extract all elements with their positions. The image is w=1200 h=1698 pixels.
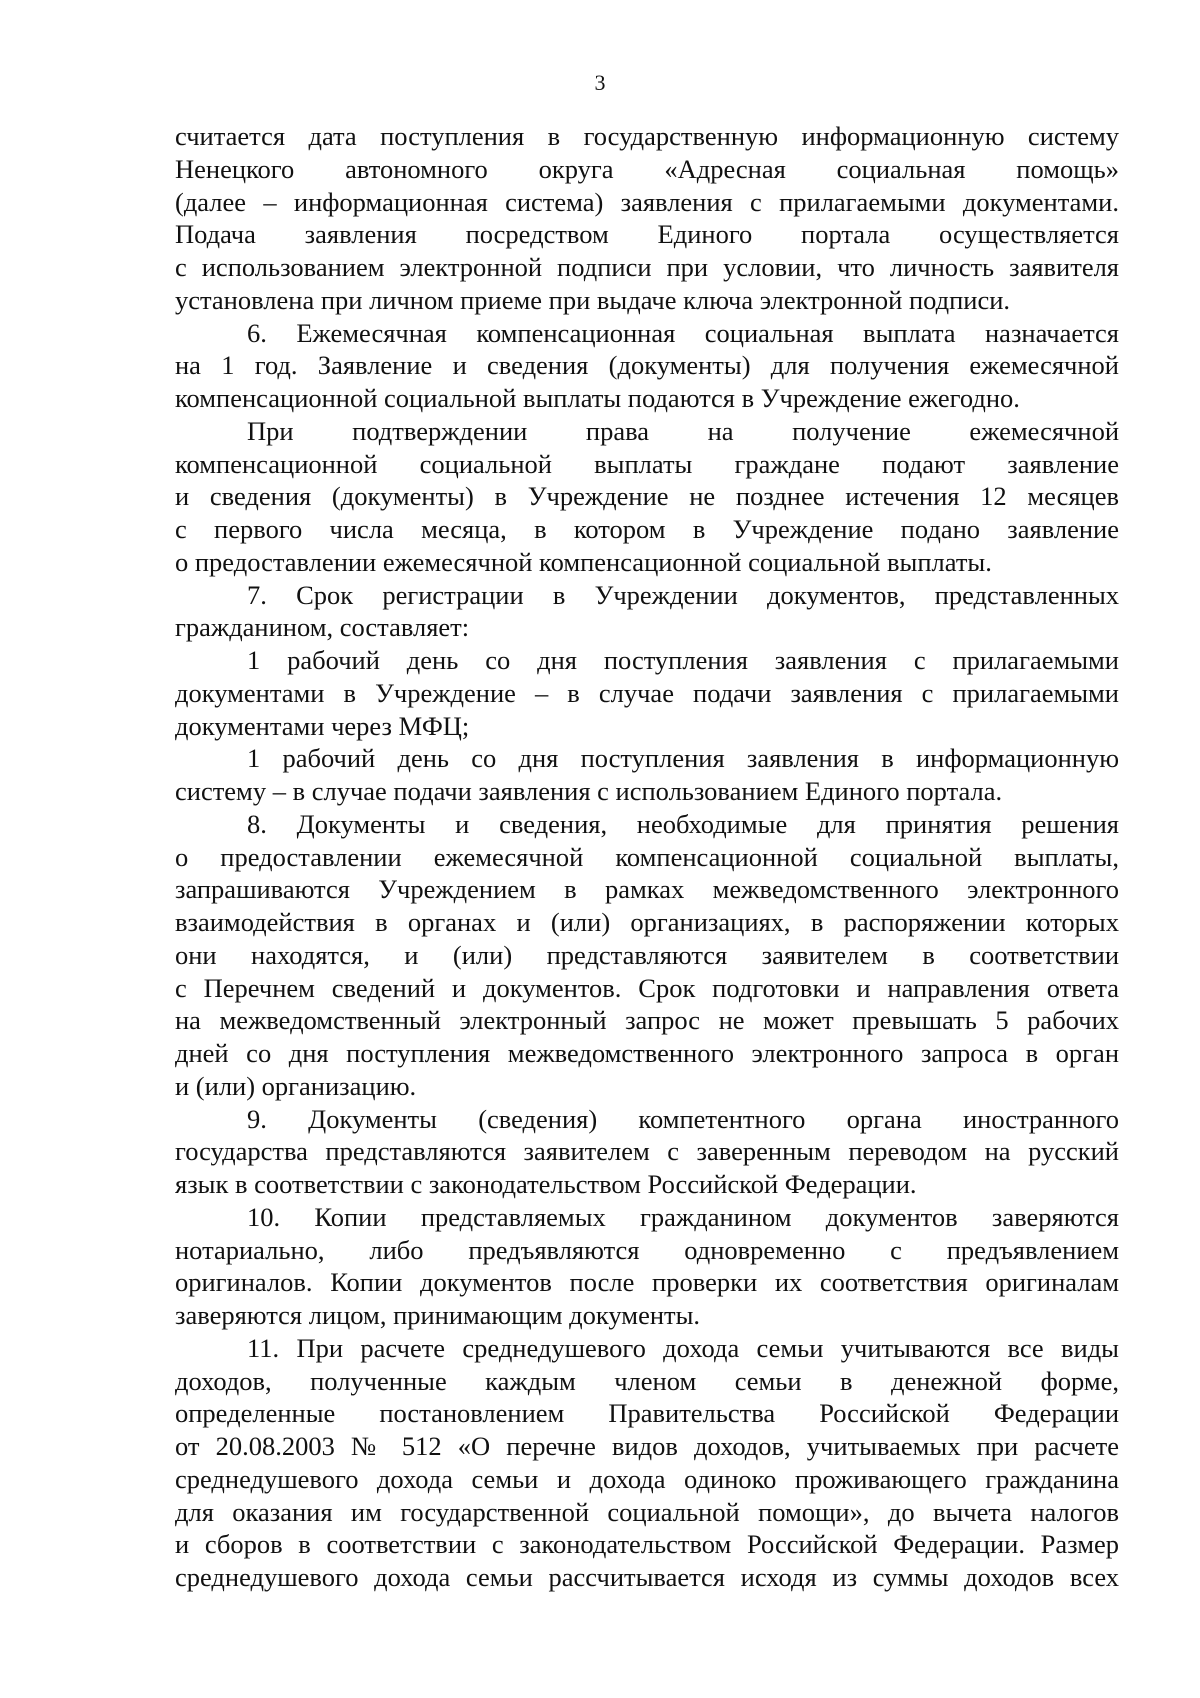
text-line: запрашиваются Учреждением в рамках межведомственного электронного	[175, 874, 1119, 905]
text-line: 6. Ежемесячная компенсационная социальная выплата назначается	[247, 317, 1119, 348]
text-line: документами в Учреждение – в случае подачи заявления с прилагаемыми	[175, 677, 1119, 708]
text-line: и сведения (документы) в Учреждение не позднее истечения 12 месяцев	[175, 481, 1119, 512]
text-line: определенные постановлением Правительства Российской Федерации	[175, 1398, 1119, 1429]
text-line: гражданином, составляет:	[175, 612, 470, 643]
text-line: для оказания им государственной социальной помощи», до вычета налогов	[175, 1496, 1119, 1527]
text-line: на 1 год. Заявление и сведения (документы) для получения ежемесячной	[175, 350, 1119, 381]
page-number: 3	[594, 70, 606, 95]
text-line: компенсационной социальной выплаты граждане подают заявление	[175, 448, 1119, 479]
text-line: 7. Срок регистрации в Учреждении документов, представленных	[247, 579, 1119, 610]
text-line: язык в соответствии с законодательством Российской Федерации.	[175, 1169, 917, 1199]
paragraph-item-8	[175, 808, 1119, 1103]
paragraph-confirmation	[175, 415, 1119, 579]
text-line: заверяются лицом, принимающим документы.	[175, 1300, 701, 1330]
text-line: 10. Копии представляемых гражданином документов заверяются	[247, 1201, 1119, 1232]
text-line: доходов, полученные каждым членом семьи в денежной форме,	[175, 1365, 1119, 1396]
text-line: Ненецкого автономного округа «Адресная социальная помощь»	[175, 153, 1119, 184]
text-line: среднедушевого дохода семьи и дохода одиноко проживающего гражданина	[175, 1463, 1119, 1494]
text-line: систему – в случае подачи заявления с использованием Единого портала.	[175, 776, 1003, 806]
text-line: дней со дня поступления межведомственного электронного запроса в орган	[175, 1038, 1119, 1068]
text-line: 9. Документы (сведения) компетентного органа иностранного	[247, 1103, 1119, 1134]
text-line: с первого числа месяца, в котором в Учреждение подано заявление	[175, 514, 1119, 544]
paragraph-mfc-term	[175, 644, 1119, 742]
text-line: считается дата поступления в государственную информационную систему	[175, 121, 1119, 151]
text-line: 8. Документы и сведения, необходимые для принятия решения	[247, 808, 1119, 839]
paragraph-portal-term	[175, 742, 1119, 808]
text-line: 1 рабочий день со дня поступления заявления в информационную	[247, 743, 1119, 774]
text-line: Подача заявления посредством Единого портала осуществляется	[175, 219, 1119, 250]
text-line: на межведомственный электронный запрос не может превышать 5 рабочих	[175, 1005, 1119, 1036]
document-body	[175, 120, 1119, 1594]
text-line: с использованием электронной подписи при условии, что личность заявителя	[175, 252, 1119, 282]
text-line: 1 рабочий день со дня поступления заявления с прилагаемыми	[247, 645, 1119, 675]
text-line: 11. При расчете среднедушевого дохода семьи учитываются все виды	[247, 1332, 1119, 1363]
text-line: и (или) организацию.	[175, 1070, 417, 1101]
paragraph-item-10	[175, 1201, 1119, 1332]
text-line: установлена при личном приеме при выдаче ключа электронной подписи.	[175, 284, 1011, 315]
text-line: государства представляются заявителем с заверенным переводом на русский	[175, 1136, 1119, 1167]
text-line: взаимодействия в органах и (или) организациях, в распоряжении которых	[175, 907, 1119, 937]
text-line: они находятся, и (или) представляются заявителем в соответствии	[175, 939, 1119, 970]
text-line: документами через МФЦ;	[175, 710, 470, 741]
text-line: о предоставлении ежемесячной компенсационной социальной выплаты,	[175, 841, 1119, 872]
text-line: компенсационной социальной выплаты подаются в Учреждение ежегодно.	[175, 383, 1020, 413]
text-line: от 20.08.2003 № 512 «О перечне видов доходов, учитываемых при расчете	[175, 1431, 1119, 1461]
text-line: среднедушевого дохода семьи рассчитывается исходя из суммы доходов всех	[175, 1562, 1119, 1592]
paragraph-continuation	[175, 120, 1119, 317]
text-line: и сборов в соответствии с законодательством Российской Федерации. Размер	[175, 1529, 1119, 1560]
text-line: оригиналов. Копии документов после проверки их соответствия оригиналам	[175, 1267, 1119, 1298]
paragraph-item-6	[175, 317, 1119, 415]
paragraph-item-7	[175, 579, 1119, 645]
text-line: (далее – информационная система) заявления с прилагаемыми документами.	[175, 186, 1119, 217]
paragraph-item-11	[175, 1332, 1119, 1594]
text-line: с Перечнем сведений и документов. Срок подготовки и направления ответа	[175, 972, 1119, 1003]
text-line: При подтверждении права на получение ежемесячной	[247, 415, 1119, 446]
text-line: нотариально, либо предъявляются одновременно с предъявлением	[175, 1234, 1119, 1265]
paragraph-item-9	[175, 1103, 1119, 1201]
text-line: о предоставлении ежемесячной компенсационной социальной выплаты.	[175, 546, 992, 577]
